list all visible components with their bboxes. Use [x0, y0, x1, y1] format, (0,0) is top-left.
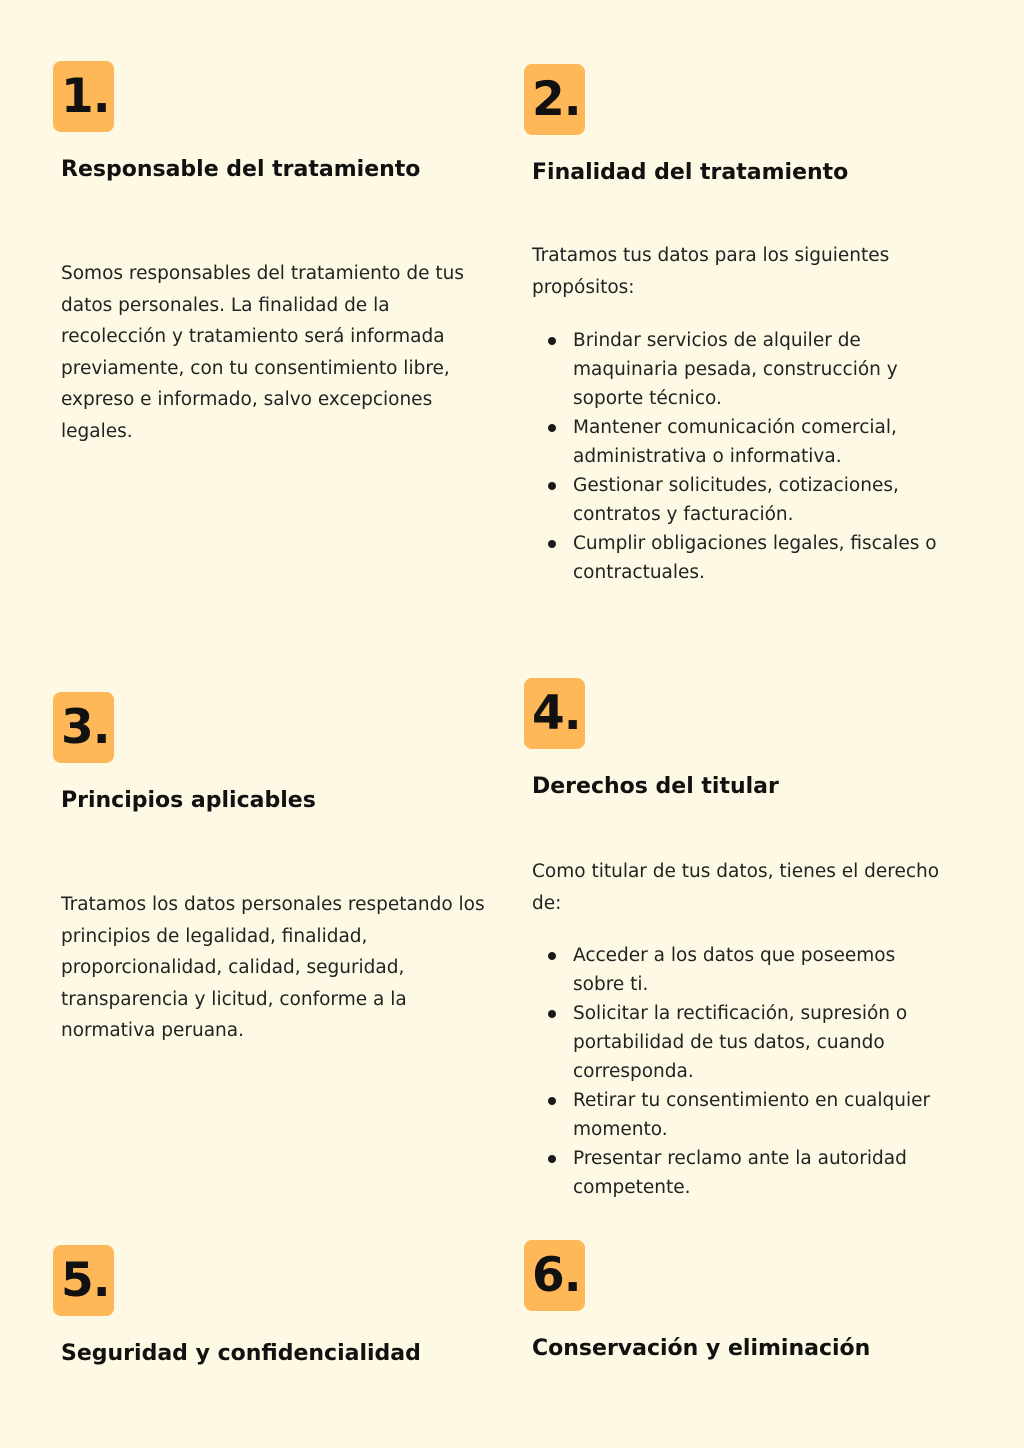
- section-title: Seguridad y confidencialidad: [61, 1341, 421, 1366]
- section-title: Conservación y eliminación: [532, 1336, 871, 1361]
- list-item-text: Acceder a los datos que poseemos sobre ti.: [573, 945, 896, 995]
- section-body: Tratamos los datos personales respetando los principios de legalidad, finalidad, proporcionalidad, calidad, seguridad, transparencia y licitud, conforme a la normativa peruana.: [61, 894, 485, 1041]
- section-title: Principios aplicables: [61, 788, 316, 813]
- list-item-text: Presentar reclamo ante la autoridad competente.: [573, 1148, 907, 1198]
- list-item: [532, 413, 952, 471]
- section-number-badge: 1.: [53, 61, 114, 132]
- list-item-text: Mantener comunicación comercial, administrativa o informativa.: [573, 417, 897, 467]
- section-body: Somos responsables del tratamiento de tus datos personales. La finalidad de la recolección y tratamiento será informada previamente, con tu consentimiento libre, expreso e informado, salvo excepciones legales.: [61, 263, 464, 442]
- list-item: [532, 1086, 952, 1144]
- bullet-icon: [548, 482, 556, 490]
- list-item: [532, 471, 952, 529]
- list-item-text: Gestionar solicitudes, cotizaciones, contratos y facturación.: [573, 475, 899, 525]
- bullet-icon: [548, 540, 556, 548]
- section-number-badge: 6.: [524, 1240, 585, 1311]
- list-item: [532, 529, 952, 587]
- section-number-badge: 2.: [524, 64, 585, 135]
- rights-list: [532, 941, 952, 1202]
- list-item: [532, 326, 952, 413]
- list-item: [532, 999, 952, 1086]
- list-item-text: Solicitar la rectificación, supresión o portabilidad de tus datos, cuando corresponda.: [573, 1003, 908, 1082]
- bullet-icon: [548, 1155, 556, 1163]
- section-number-badge: 3.: [53, 692, 114, 763]
- bullet-icon: [548, 952, 556, 960]
- section-title: Finalidad del tratamiento: [532, 160, 849, 185]
- bullet-icon: [548, 1097, 556, 1105]
- list-item: [532, 941, 952, 999]
- section-intro: Como titular de tus datos, tienes el derecho de:: [532, 861, 940, 914]
- list-item: [532, 1144, 952, 1202]
- bullet-icon: [548, 337, 556, 345]
- section-number-badge: 4.: [524, 678, 585, 749]
- section-number-badge: 5.: [53, 1245, 114, 1316]
- section-intro: Tratamos tus datos para los siguientes propósitos:: [532, 245, 890, 298]
- list-item-text: Brindar servicios de alquiler de maquinaria pesada, construcción y soporte técnico.: [573, 330, 898, 409]
- section-title: Responsable del tratamiento: [61, 157, 421, 182]
- bullet-icon: [548, 1010, 556, 1018]
- list-item-text: Retirar tu consentimiento en cualquier momento.: [573, 1090, 931, 1140]
- section-title: Derechos del titular: [532, 774, 779, 799]
- purpose-list: [532, 326, 952, 587]
- bullet-icon: [548, 424, 556, 432]
- list-item-text: Cumplir obligaciones legales, fiscales o contractuales.: [573, 533, 937, 583]
